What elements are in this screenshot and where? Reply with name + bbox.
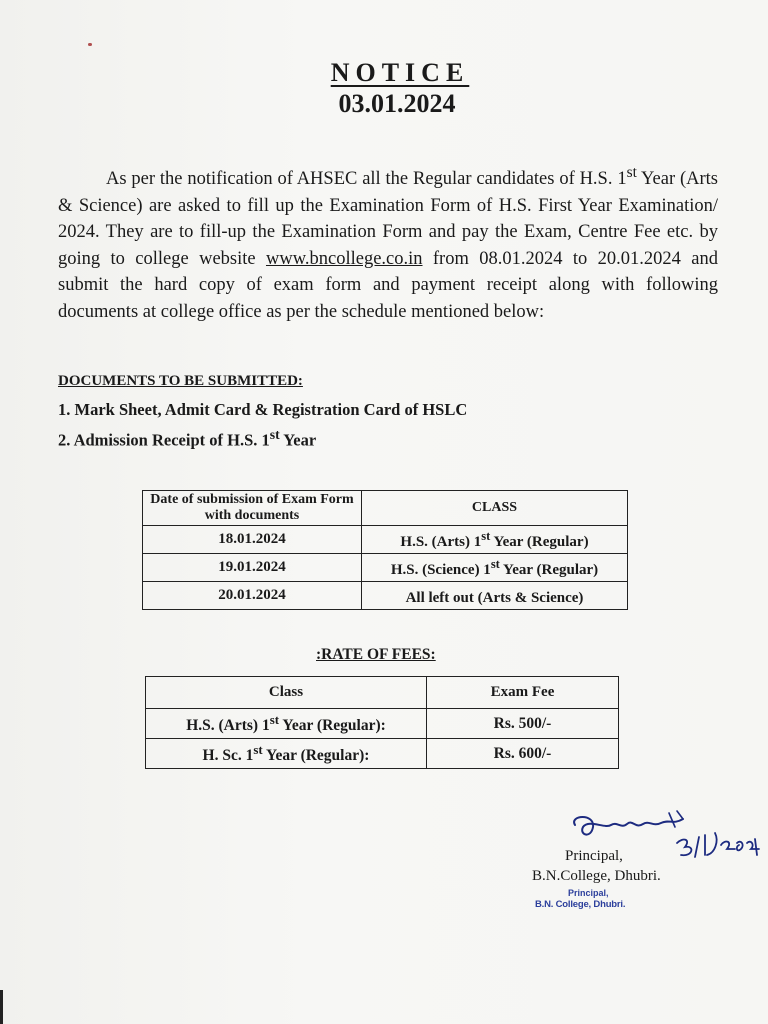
- schedule-class-cell: [362, 526, 628, 554]
- schedule-header-class: CLASS: [362, 491, 628, 526]
- table-row: [146, 739, 619, 769]
- stamp-line-2: B.N. College, Dhubri.: [535, 899, 626, 910]
- class-text: All left out (Arts & Science): [405, 589, 584, 606]
- fees-class-cell: [146, 739, 427, 769]
- class-text-post: Year (Regular): [490, 533, 589, 550]
- fees-header-class: Class: [146, 677, 427, 709]
- documents-heading: DOCUMENTS TO BE SUBMITTED:: [58, 373, 303, 389]
- table-row: [146, 709, 619, 739]
- scan-mark: [88, 43, 92, 46]
- paragraph-sup1: st: [626, 164, 637, 181]
- table-row: [143, 554, 628, 582]
- table-row: [143, 582, 628, 610]
- fees-amount-cell: Rs. 600/-: [427, 739, 619, 769]
- college-name: B.N.College, Dhubri.: [532, 868, 661, 884]
- paragraph-part1: As per the notification of AHSEC all the Regular candidates of H.S. 1: [106, 169, 627, 190]
- class-text: H. Sc. 1: [202, 747, 254, 765]
- schedule-date-cell: 20.01.2024: [143, 582, 362, 610]
- paragraph-part2: Year (Arts & Science) are asked to fill up the Examination Form of H.S. First Year Examination/ 2024. They are to fill-up the Examination Form and pay the Exam, Centre Fee etc. by going to college website: [58, 169, 718, 269]
- document-item-2-pre: 2. Admission Receipt of H.S. 1: [58, 430, 270, 450]
- fees-header-fee: Exam Fee: [427, 677, 619, 709]
- notice-paragraph: [58, 160, 718, 325]
- fees-table: [145, 676, 619, 769]
- principal-label: Principal,: [565, 848, 623, 864]
- fees-heading: :RATE OF FEES:: [316, 646, 436, 663]
- class-sup: st: [253, 741, 263, 757]
- document-item-2-sup: st: [269, 427, 280, 442]
- schedule-header-date: Date of submission of Exam Form with documents: [143, 491, 362, 526]
- class-text-post: Year (Regular):: [279, 717, 386, 735]
- class-text: H.S. (Arts) 1: [400, 533, 482, 550]
- document-item-2-post: Year: [279, 430, 317, 450]
- document-item-1: 1. Mark Sheet, Admit Card & Registration Card of HSLC: [58, 400, 468, 419]
- table-row: [143, 526, 628, 554]
- schedule-table: [142, 490, 628, 610]
- class-text: H.S. (Arts) 1: [186, 717, 270, 735]
- schedule-class-cell: [362, 554, 628, 582]
- fees-class-cell: [146, 709, 427, 739]
- class-text-post: Year (Regular): [499, 561, 599, 578]
- schedule-class-cell: [362, 582, 628, 610]
- scan-edge: [0, 990, 3, 1024]
- signature-block: [525, 805, 765, 915]
- schedule-header-row: [143, 491, 628, 526]
- document-item-2: [58, 427, 316, 451]
- class-sup: st: [490, 556, 500, 571]
- paragraph-part3: from 08.01.2024 to 20.01.2024 and submit the hard copy of exam form and payment receipt along with following documents at college office as per the schedule mentioned below:: [58, 248, 718, 322]
- college-website-link[interactable]: www.bncollege.co.in: [265, 248, 423, 269]
- fees-amount-cell: Rs. 500/-: [427, 709, 619, 739]
- class-text: H.S. (Science) 1: [390, 561, 491, 578]
- schedule-date-cell: 18.01.2024: [143, 526, 362, 554]
- class-text-post: Year (Regular):: [262, 747, 370, 765]
- stamp-line-1: Principal,: [568, 888, 609, 898]
- notice-date: 03.01.2024: [338, 89, 456, 118]
- fees-header-row: [146, 677, 619, 709]
- notice-title: NOTICE: [330, 58, 470, 87]
- class-sup: st: [481, 528, 491, 543]
- schedule-date-cell: 19.01.2024: [143, 554, 362, 582]
- class-sup: st: [269, 711, 280, 727]
